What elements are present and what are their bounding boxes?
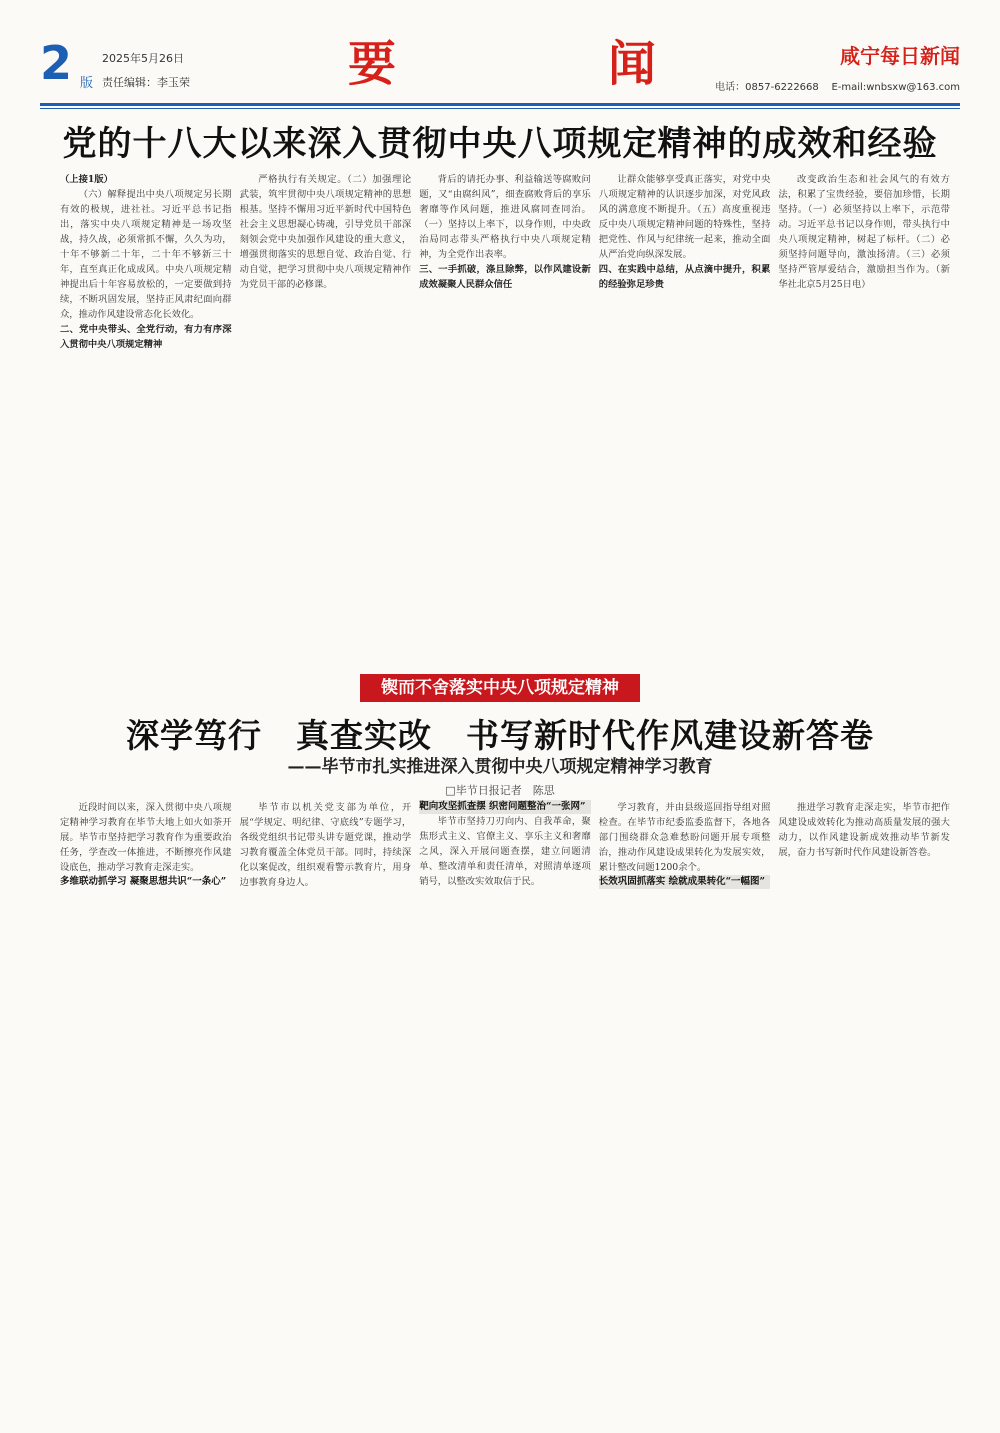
article1-column-3 — [419, 172, 591, 604]
article2-column-1 — [60, 800, 232, 1400]
editor-credit: 责任编辑：李玉荣 — [102, 76, 190, 89]
article2-column-2 — [240, 800, 412, 1400]
section-title — [348, 36, 688, 92]
article2-banner: 锲而不舍落实中央八项规定精神 — [360, 674, 640, 702]
paragraph: （六）解释提出中央八项规定另长期有效的极规，进社社。习近平总书记指出，落实中央八项规定精神是一场攻坚战，持久战，必须常抓不懈，久久为功，十年不够新二十年，二十年不够新三十年，直至真正化成成风。中央八项规定精神提出后十年容易放松的，一定要做到持续，不断巩固发展，坚持正风肃纪面向群众，推动作风建设常态化长效化。 — [60, 189, 232, 320]
paragraph: 近段时间以来，深入贯彻中央八项规定精神学习教育在毕节大地上如火如荼开展。毕节市坚持把学习教育作为重要政治任务，学查改一体推进，不断擦亮作风建设底色，推动学习教育走深走实。 — [60, 802, 232, 873]
article2-column-5 — [778, 800, 950, 1400]
box-subhead: 长效巩固抓落实 绘就成果转化“一幅图” — [599, 875, 771, 889]
subhead: 二、党中央带头、全党行动，有力有序深入贯彻中央八项规定精神 — [60, 324, 232, 350]
article1-column-1 — [60, 172, 232, 604]
paper-name: 咸宁每日新闻 — [840, 44, 960, 68]
page-number: 2 — [40, 36, 73, 90]
paragraph: 学习教育，并由县级巡回指导组对照检查。在毕节市纪委监委监督下，各地各部门围绕群众急难愁盼问题开展专项整治，推动作风建设成果转化为发展实效，累计整改问题1200余个。 — [598, 802, 771, 873]
section-char-1: 要 — [348, 36, 397, 92]
paragraph: 推进学习教育走深走实，毕节市把作风建设成效转化为推动高质量发展的强大动力，以作风建设新成效推动毕节新发展，奋力书写新时代作风建设新答卷。 — [778, 802, 950, 858]
paragraph: 毕节市坚持刀刃向内、自我革命，聚焦形式主义、官僚主义、享乐主义和奢靡之风，深入开展问题查摆，建立问题清单、整改清单和责任清单，对照清单逐项销号，以整改实效取信于民。 — [419, 816, 591, 887]
article1-headline: 党的十八大以来深入贯彻中央八项规定精神的成效和经验 — [62, 124, 938, 164]
article2-byline: □毕节日报记者 陈思 — [445, 784, 555, 797]
issue-date: 2025年5月26日 — [102, 52, 184, 65]
continued-note: （上接1版） — [60, 174, 113, 185]
article2-column-3 — [419, 800, 591, 1400]
section-char-2: 闻 — [608, 36, 657, 92]
box-subhead: 靶向攻坚抓查摆 织密问题整治“一张网” — [419, 800, 591, 814]
paragraph: 严格执行有关规定。（二）加强理论武装，筑牢贯彻中央八项规定精神的思想根基。坚持不懈用习近平新时代中国特色社会主义思想凝心铸魂，引导党员干部深刻领会党中央加强作风建设的重大意义，增强贯彻落实的思想自觉、政治自觉、行动自觉，把学习贯彻中央八项规定精神作为党员干部的必修课。 — [239, 174, 412, 290]
article1-body — [60, 172, 950, 604]
subhead: 四、在实践中总结，从点滴中提升，积累的经验弥足珍贵 — [598, 264, 771, 290]
paragraph: 毕节市以机关党支部为单位，开展“学规定、明纪律、守底线”专题学习，各级党组织书记带头讲专题党课，推动学习教育覆盖全体党员干部。同时，持续深化以案促改，组织观看警示教育片，用身边事教育身边人。 — [239, 802, 412, 888]
article1-column-4 — [599, 172, 771, 604]
contact-info — [715, 78, 960, 93]
paragraph: 改变政治生态和社会风气的有效方法，积累了宝贵经验，要倍加珍惜，长期坚持。（一）必须坚持以上率下，示范带动。习近平总书记以身作则，带头执行中央八项规定精神，树起了标杆。（二）必须坚持问题导向，激浊扬清。（三）必须坚持严管厚爱结合，激励担当作为。（新华社北京5月25日电） — [778, 174, 950, 290]
subhead: 三、一手抓破，涤旦除弊，以作风建设新成效凝聚人民群众信任 — [419, 264, 591, 290]
article1-column-2 — [240, 172, 412, 604]
paragraph: 背后的请托办事、利益输送等腐败问题，又“由腐纠风”，细查腐败背后的享乐奢靡等作风问题，推进风腐同查同治。（一）坚持以上率下，以身作则，中央政治局同志带头严格执行中央八项规定精神，为全党作出表率。 — [419, 174, 591, 260]
article2-column-4 — [599, 800, 771, 1400]
article2-subheadline: ——毕节市扎实推进深入贯彻中央八项规定精神学习教育 — [287, 757, 713, 777]
masthead-rule — [40, 103, 960, 106]
masthead-rule-thin — [40, 108, 960, 109]
page-number-suffix: 版 — [80, 76, 94, 91]
paragraph: 让群众能够享受真正落实，对党中央八项规定精神的认识逐步加深，对党风政风的满意度不断提升。（五）高度重视违反中央八项规定精神问题的特殊性，坚持把党性、作风与纪律统一起来，推动全面从严治党向纵深发展。 — [598, 174, 771, 260]
phone: 电话：0857-6222668 — [715, 82, 819, 93]
box-subhead: 多维联动抓学习 凝聚思想共识“一条心” — [60, 876, 227, 887]
masthead — [40, 30, 960, 102]
article2-body — [60, 800, 950, 1400]
email: E-mail:wnbsxw@163.com — [831, 82, 960, 93]
article2-headline: 深学笃行 真查实改 书写新时代作风建设新答卷 — [126, 716, 874, 755]
article1-column-5 — [778, 172, 950, 604]
